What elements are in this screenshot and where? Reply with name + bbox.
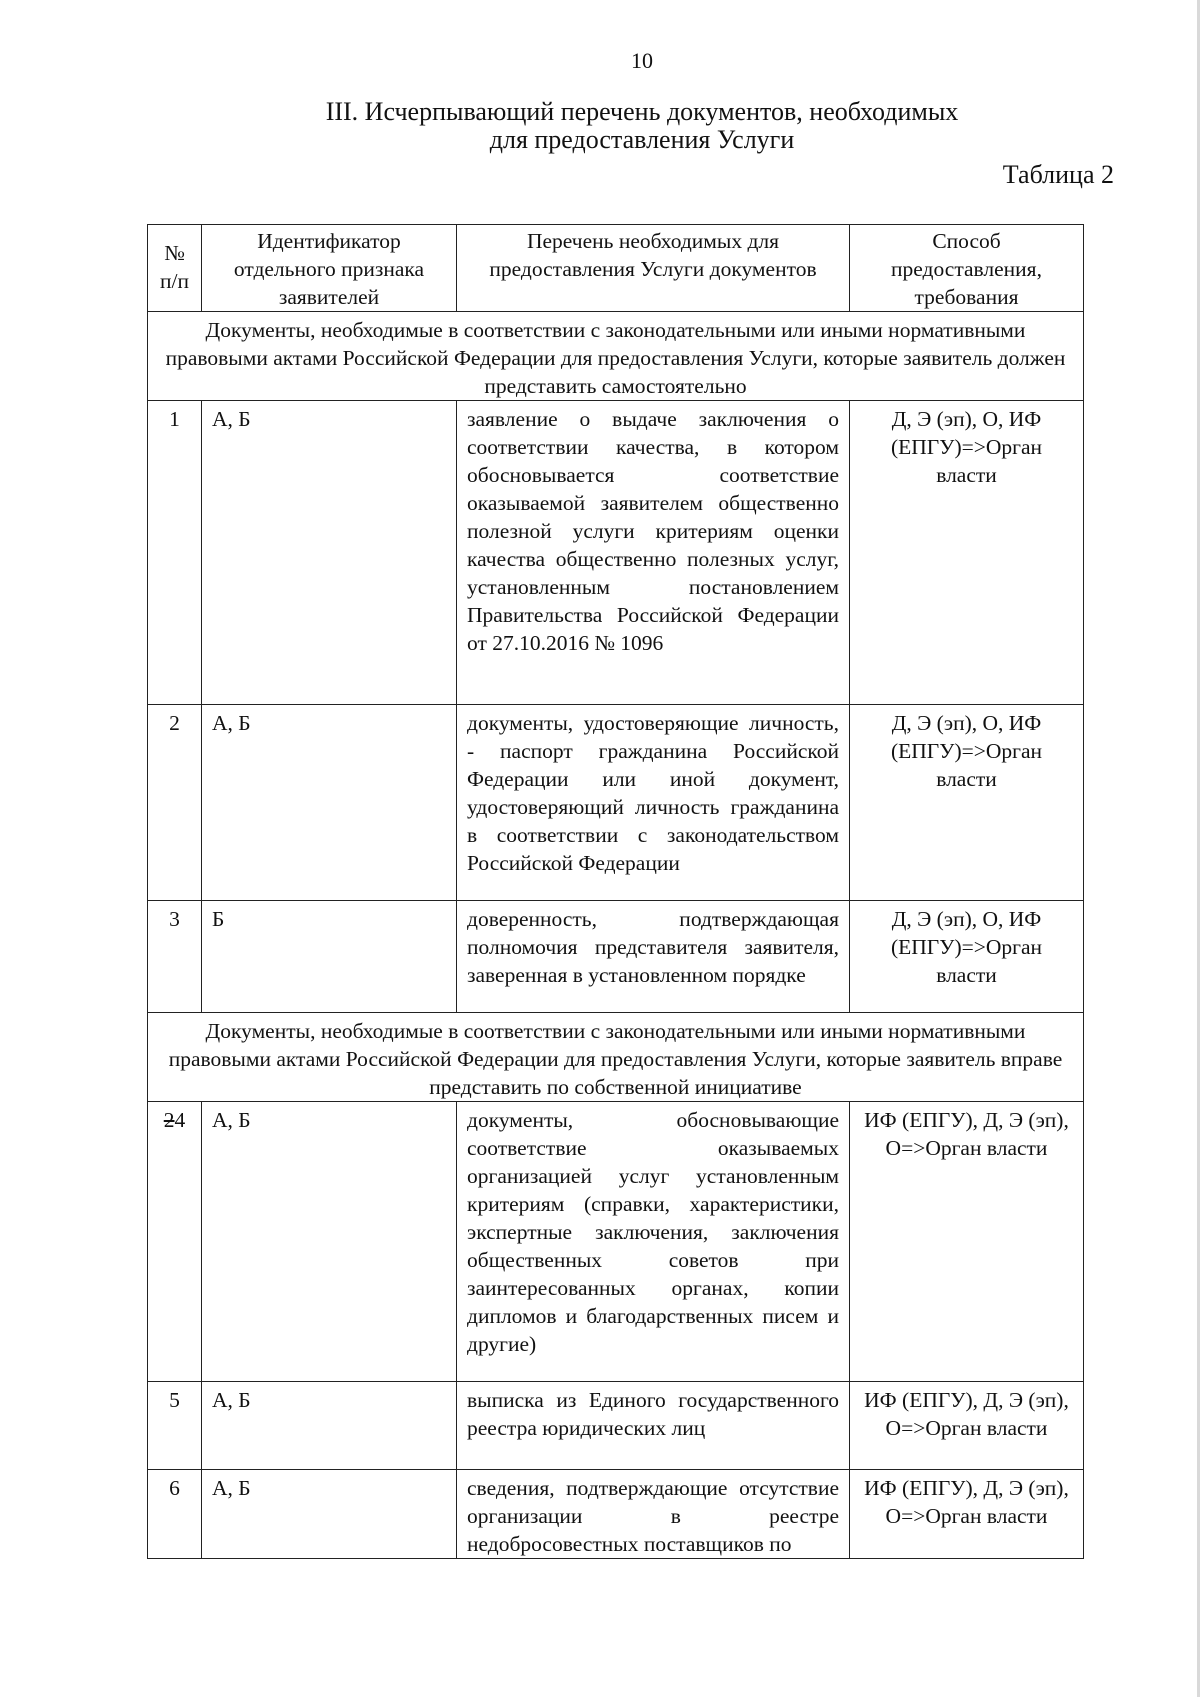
page-number: 10 (631, 48, 653, 73)
heading-line-1: III. Исчерпывающий перечень документов, необходимых (325, 97, 959, 126)
row-method: ИФ (ЕПГУ), Д, Э (эп), О=>Орган власти (850, 1102, 1084, 1382)
heading-line-2: для предоставления Услуги (489, 125, 795, 154)
table-label: Таблица 2 (1002, 160, 1114, 189)
section-row (148, 312, 1084, 401)
header-row (148, 225, 1084, 312)
section-row (148, 1013, 1084, 1102)
table-row (148, 901, 1084, 1013)
row-documents: документы, удостоверяющие личность, - паспорт гражданина Российской Федерации или иной документ, удостоверяющий личность гражданина в соответствии с законодательством Российской Федерации (457, 705, 850, 901)
row-documents: выписка из Единого государственного реестра юридических лиц (457, 1382, 850, 1470)
row-num: 3 (148, 901, 202, 1013)
row-identifier: А, Б (202, 1102, 457, 1382)
row-num-struck: 2 (163, 1108, 175, 1132)
row-documents: документы, обосновывающие соответствие оказываемых организацией услуг установленным критериям (справки, характеристики, экспертные заключения, заключения общественных советов при заинтересованных органах, копии дипломов и благодарственных писем и другие) (457, 1102, 850, 1382)
row-method: ИФ (ЕПГУ), Д, Э (эп), О=>Орган власти (850, 1382, 1084, 1470)
row-num: 6 (148, 1470, 202, 1559)
table-row (148, 401, 1084, 705)
header-documents: Перечень необходимых для предоставления Услуги документов (457, 225, 850, 312)
row-num: 5 (148, 1382, 202, 1470)
table-row (148, 1102, 1084, 1382)
section-title-mandatory: Документы, необходимые в соответствии с законодательными или иными нормативными правовыми актами Российской Федерации для предоставления Услуги, которые заявитель должен представить самостоятельно (148, 312, 1084, 401)
row-documents: сведения, подтверждающие отсутствие организации в реестре недобросовестных поставщиков по (457, 1470, 850, 1559)
header-method: Способ предоставления, требования (850, 225, 1084, 312)
section-heading (0, 98, 1200, 154)
section-title-optional: Документы, необходимые в соответствии с законодательными или иными нормативными правовыми актами Российской Федерации для предоставления Услуги, которые заявитель вправе представить по собственной инициативе (148, 1013, 1084, 1102)
row-num: 2 (148, 705, 202, 901)
documents-table (147, 224, 1084, 1559)
row-identifier: А, Б (202, 705, 457, 901)
row-documents: заявление о выдаче заключения о соответствии качества, в котором обосновывается соответствие оказываемой заявителем общественно полезной услуги критериям оценки качества общественно полезных услуг, установленным постановлением Правительства Российской Федерации от 27.10.2016 № 1096 (457, 401, 850, 705)
header-num (148, 225, 202, 312)
table-row (148, 705, 1084, 901)
row-method: Д, Э (эп), О, ИФ (ЕПГУ)=>Орган власти (850, 705, 1084, 901)
row-num (148, 1102, 202, 1382)
row-num-corrected: 4 (174, 1108, 186, 1132)
row-method: Д, Э (эп), О, ИФ (ЕПГУ)=>Орган власти (850, 401, 1084, 705)
row-num: 1 (148, 401, 202, 705)
row-identifier: А, Б (202, 1382, 457, 1470)
table-row (148, 1382, 1084, 1470)
row-method: ИФ (ЕПГУ), Д, Э (эп), О=>Орган власти (850, 1470, 1084, 1559)
table-row (148, 1470, 1084, 1559)
row-documents: доверенность, подтверждающая полномочия представителя заявителя, заверенная в установленном порядке (457, 901, 850, 1013)
row-identifier: А, Б (202, 401, 457, 705)
header-identifier: Идентификатор отдельного признака заявителей (202, 225, 457, 312)
header-num-text: № п/п (160, 241, 189, 293)
row-identifier: Б (202, 901, 457, 1013)
row-method: Д, Э (эп), О, ИФ (ЕПГУ)=>Орган власти (850, 901, 1084, 1013)
row-identifier: А, Б (202, 1470, 457, 1559)
